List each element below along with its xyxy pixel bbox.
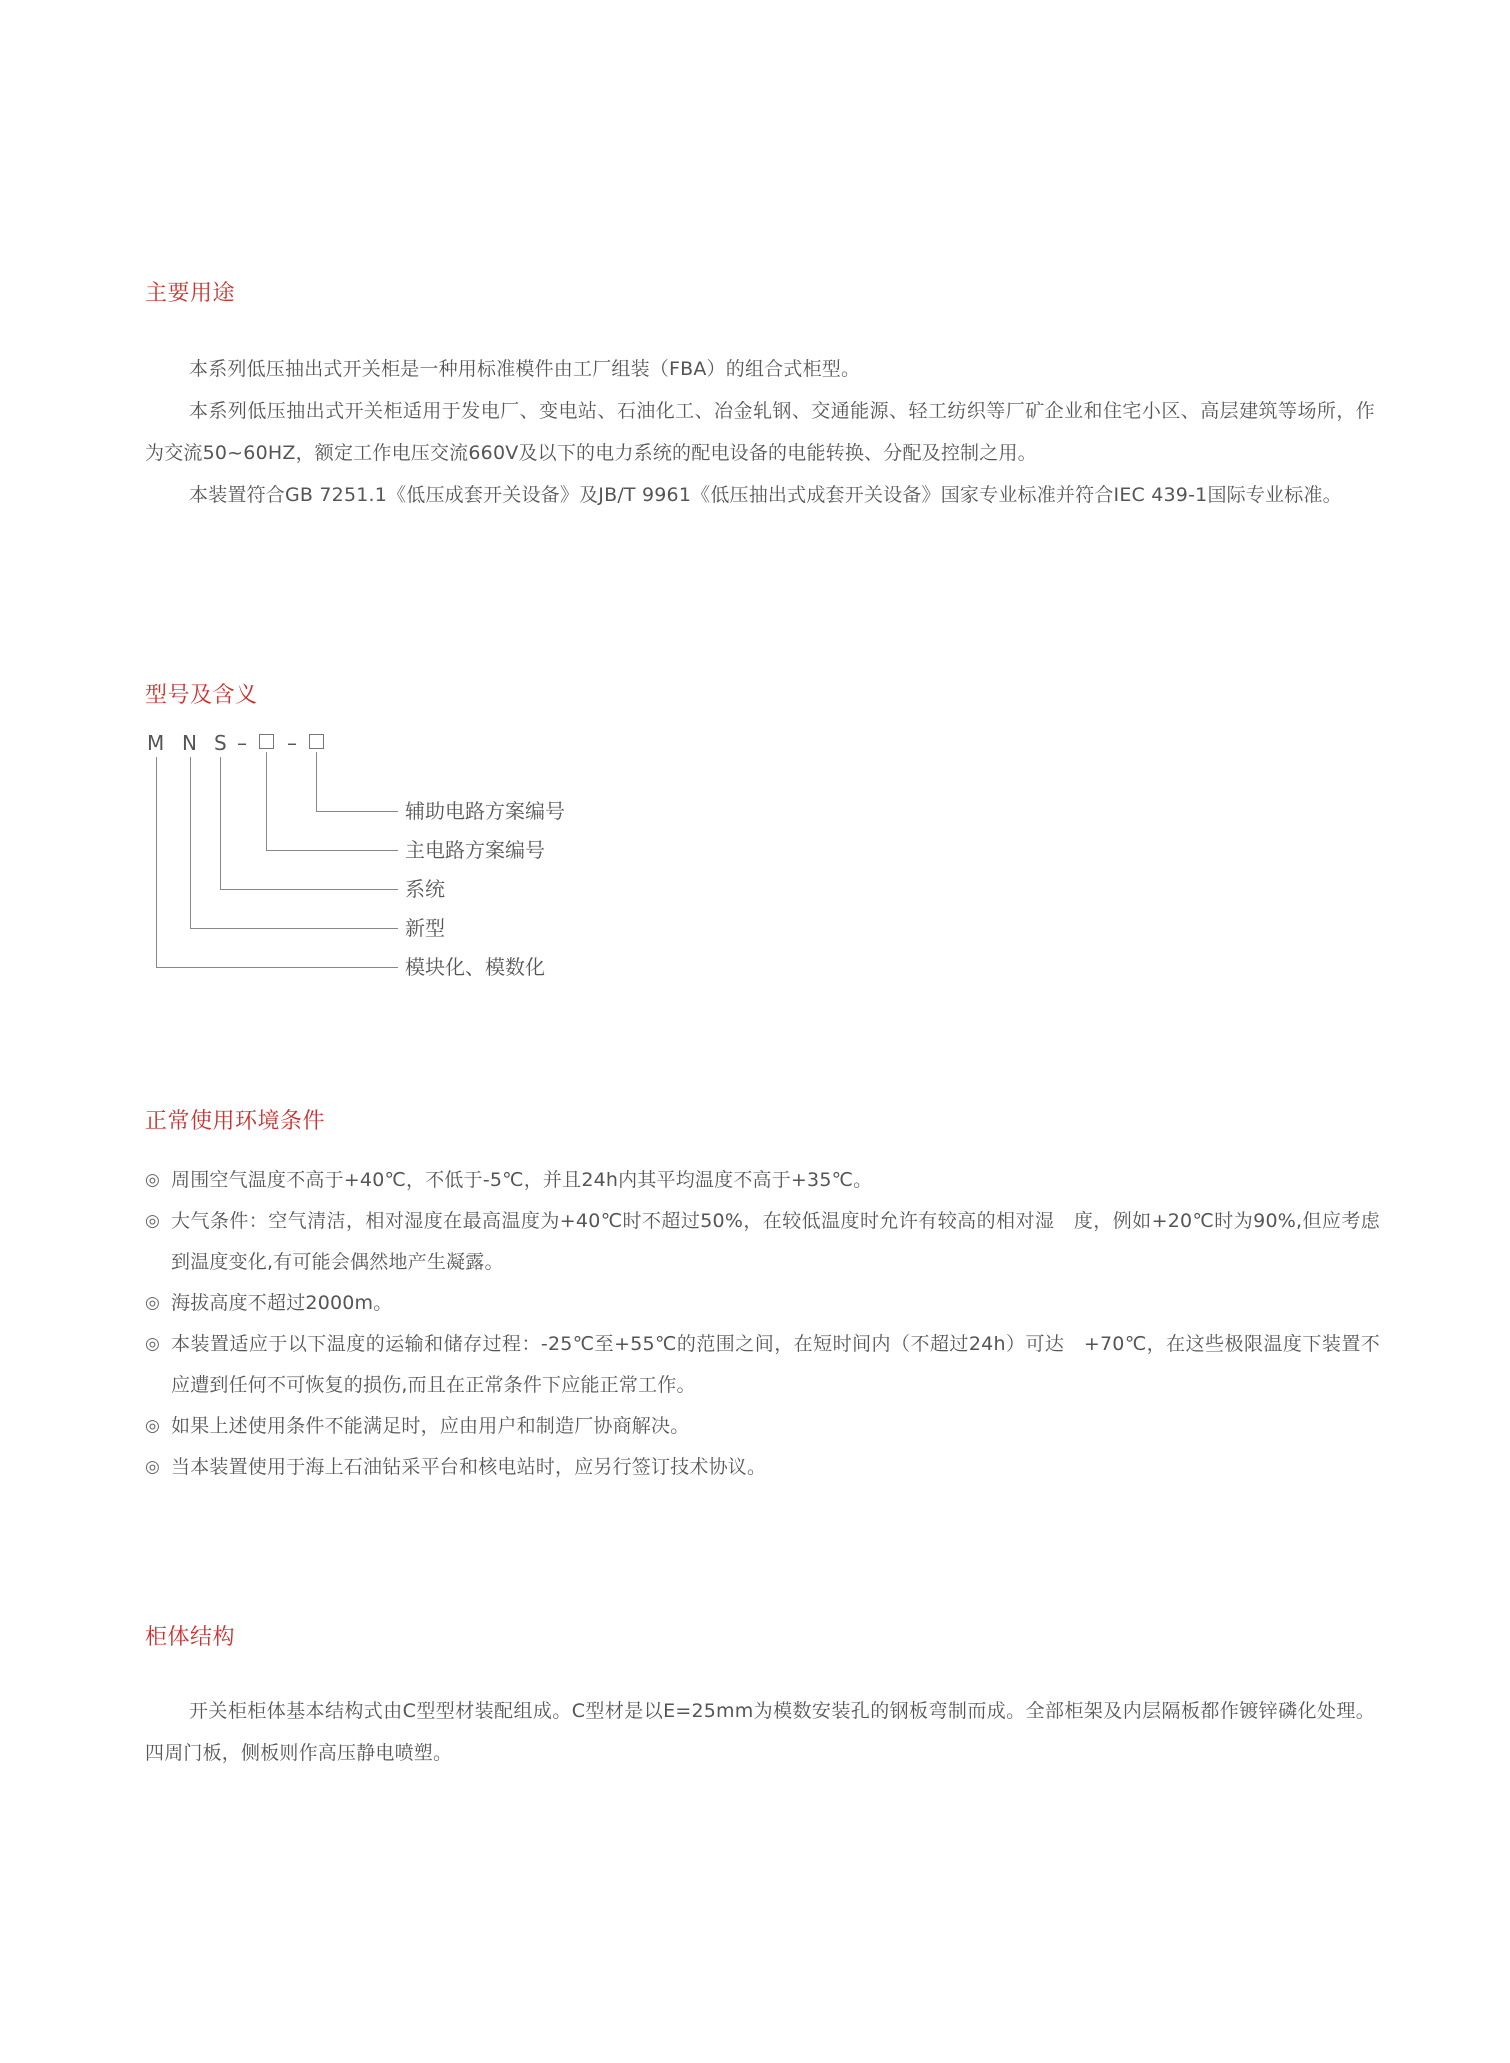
model-placeholder-box-main [259,734,274,749]
environment-list [145,1160,1380,1488]
leader-vline-new [190,757,191,928]
list-item: ◎ 大气条件：空气清洁，相对湿度在最高温度为+40℃时不超过50%，在较低温度时允许有较高的相对湿 度，例如+20℃时为90%,但应考虑到温度变化,有可能会偶然地产生凝露。 [145,1201,1380,1283]
section-title-structure: 柜体结构 [145,1625,236,1650]
leader-hline-modular [156,967,398,968]
section-title-environment: 正常使用环境条件 [145,1109,326,1134]
leader-vline-modular [156,757,157,967]
branch-label-main-circuit: 主电路方案编号 [405,838,545,862]
list-item: ◎ 周围空气温度不高于+40℃，不低于-5℃，并且24h内其平均温度不高于+35℃。 [145,1160,1380,1201]
model-letter-n: N [182,731,197,755]
bullet-circle-icon: ◎ [145,1170,161,1190]
model-dash-2: – [287,731,297,755]
model-placeholder-box-aux [309,734,324,749]
bullet-circle-icon: ◎ [145,1293,161,1313]
leader-vline-aux [316,752,317,811]
leader-hline-main [266,850,398,851]
purpose-paragraph-2: 本系列低压抽出式开关柜适用于发电厂、变电站、石油化工、冶金轧钢、交通能源、轻工纺织等厂矿企业和住宅小区、高层建筑等场所，作为交流50~60HZ，额定工作电压交流660V及以下的电力系统的配电设备的电能转换、分配及控制之用。 [145,400,1375,464]
list-item: ◎ 本装置适应于以下温度的运输和储存过程：-25℃至+55℃的范围之间，在短时间内（不超过24h）可达 +70℃，在这些极限温度下装置不应遭到任何不可恢复的损伤,而且在正常条件下应能正常工作。 [145,1324,1380,1406]
leader-vline-main [266,752,267,850]
model-dash-1: – [237,731,247,755]
leader-hline-system [220,889,398,890]
purpose-paragraph-1: 本系列低压抽出式开关柜是一种用标准模件由工厂组装（FBA）的组合式柜型。 [189,358,861,380]
model-letter-s: S [214,731,227,755]
leader-hline-aux [316,811,398,812]
section-title-model: 型号及含义 [145,683,258,708]
model-letter-m: M [147,731,165,755]
leader-vline-system [220,757,221,889]
bullet-circle-icon: ◎ [145,1211,161,1231]
bullet-circle-icon: ◎ [145,1334,161,1354]
branch-label-system: 系统 [405,877,445,901]
branch-label-aux-circuit: 辅助电路方案编号 [405,799,565,823]
leader-hline-new [190,928,398,929]
list-item: ◎ 如果上述使用条件不能满足时，应由用户和制造厂协商解决。 [145,1406,1380,1447]
branch-label-new-type: 新型 [405,916,445,940]
purpose-paragraph-3: 本装置符合GB 7251.1《低压成套开关设备》及JB/T 9961《低压抽出式成套开关设备》国家专业标准并符合IEC 439-1国际专业标准。 [189,484,1342,506]
list-item: ◎ 当本装置使用于海上石油钻采平台和核电站时，应另行签订技术协议。 [145,1447,1380,1488]
branch-label-modular: 模块化、模数化 [405,955,545,979]
list-item: ◎ 海拔高度不超过2000m。 [145,1283,1380,1324]
section-title-purpose: 主要用途 [145,281,236,306]
structure-paragraph-1: 开关柜柜体基本结构式由C型型材装配组成。C型材是以E=25mm为模数安装孔的钢板弯制而成。全部柜架及内层隔板都作镀锌磷化处理。四周门板，侧板则作高压静电喷塑。 [145,1700,1375,1764]
bullet-circle-icon: ◎ [145,1457,161,1477]
bullet-circle-icon: ◎ [145,1416,161,1436]
